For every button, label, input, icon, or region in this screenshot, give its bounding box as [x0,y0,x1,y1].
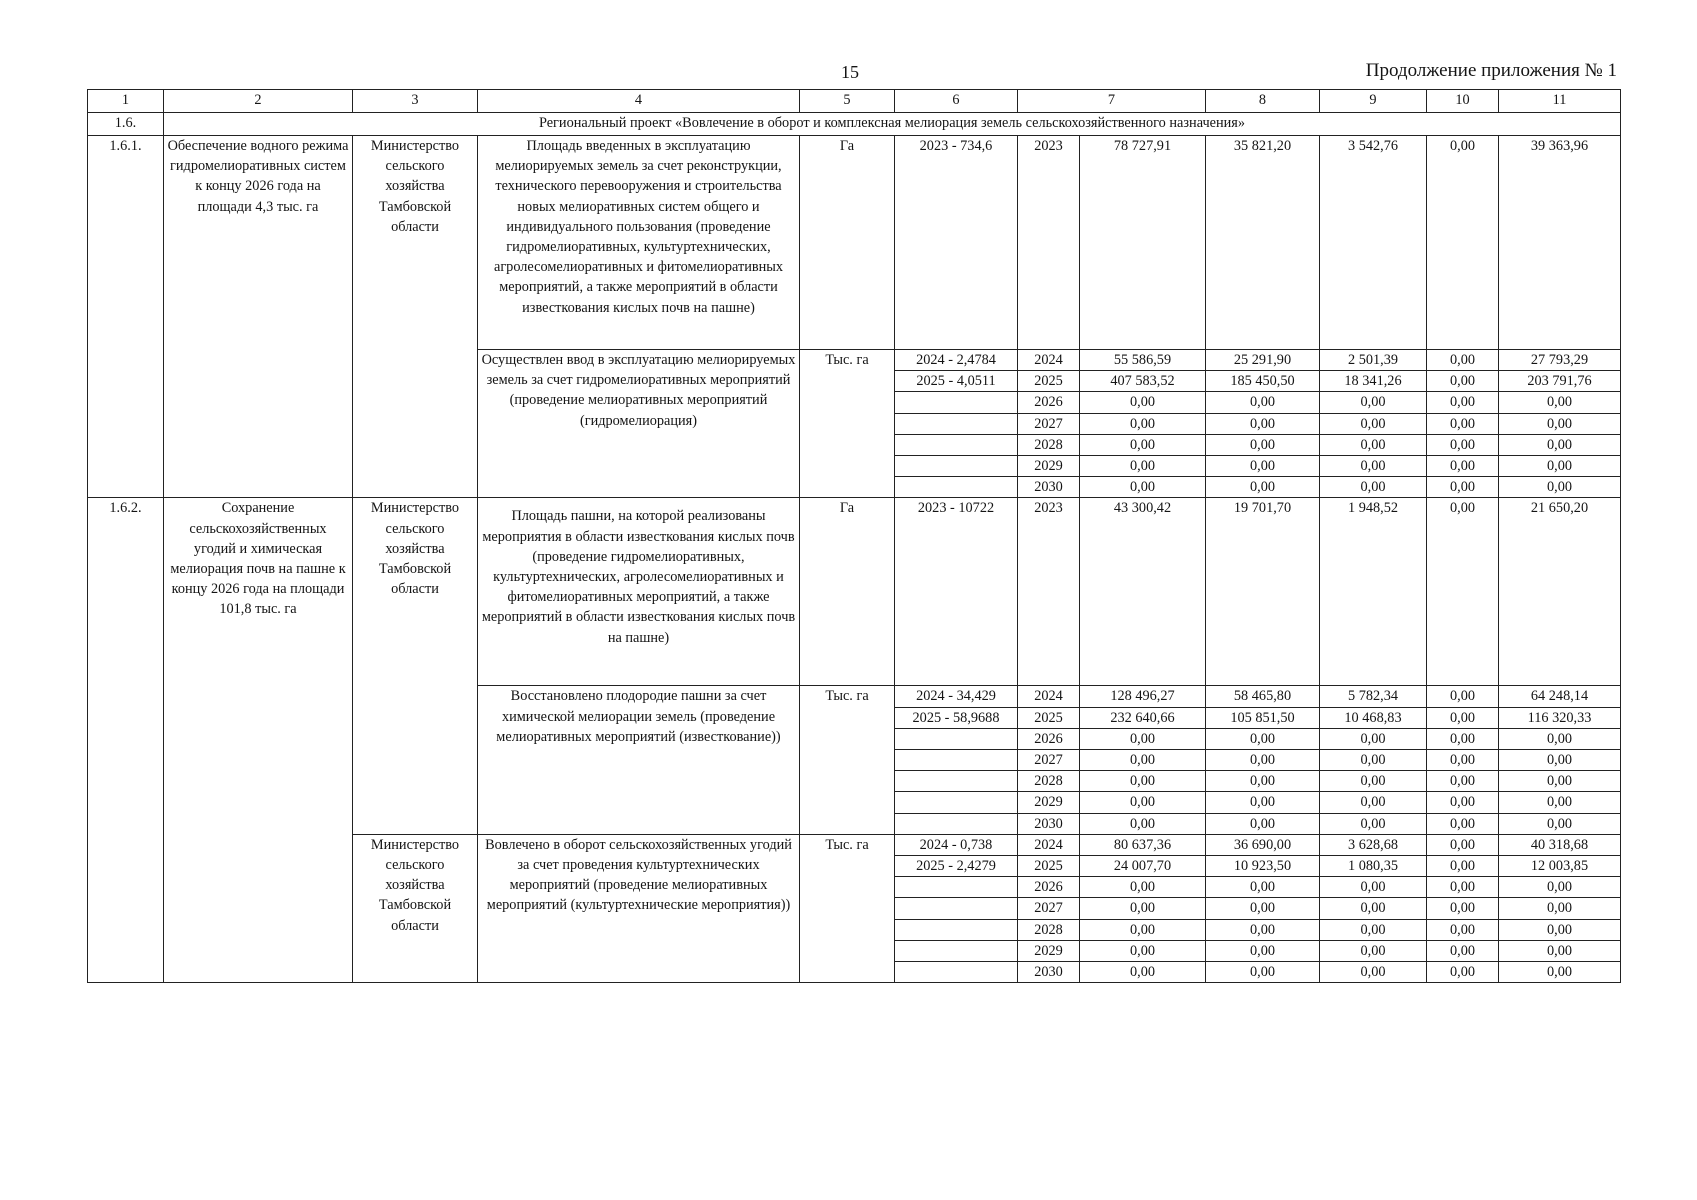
value-col7: 0,00 [1080,919,1206,940]
column-header: 3 [353,90,478,113]
item-code: 1.6.1. [88,136,164,498]
value-col7: 0,00 [1080,962,1206,983]
value-col9: 0,00 [1320,413,1427,434]
year-cell: 2030 [1018,962,1080,983]
year-cell: 2025 [1018,371,1080,392]
value-col9: 0,00 [1320,750,1427,771]
year-cell: 2024 [1018,686,1080,707]
value-col7: 0,00 [1080,877,1206,898]
indicator-unit: Га [800,498,895,686]
value-col11: 27 793,29 [1499,350,1621,371]
indicator-target [895,898,1018,919]
column-header: 11 [1499,90,1621,113]
column-header: 1 [88,90,164,113]
value-col8: 0,00 [1206,792,1320,813]
column-header: 6 [895,90,1018,113]
indicator-target: 2023 - 734,6 [895,136,1018,350]
indicator-target: 2024 - 0,738 [895,834,1018,855]
value-col9: 0,00 [1320,813,1427,834]
indicator-target: 2023 - 10722 [895,498,1018,686]
section-code: 1.6. [88,113,164,136]
value-col10: 0,00 [1427,456,1499,477]
value-col7: 0,00 [1080,728,1206,749]
value-col10: 0,00 [1427,940,1499,961]
value-col11: 0,00 [1499,813,1621,834]
value-col11: 0,00 [1499,434,1621,455]
value-col10: 0,00 [1427,686,1499,707]
year-cell: 2024 [1018,834,1080,855]
value-col7: 0,00 [1080,434,1206,455]
value-col7: 0,00 [1080,792,1206,813]
value-col8: 0,00 [1206,477,1320,498]
value-col8: 0,00 [1206,728,1320,749]
indicator-target [895,962,1018,983]
indicator-unit: Тыс. га [800,350,895,498]
year-cell: 2029 [1018,456,1080,477]
value-col7: 80 637,36 [1080,834,1206,855]
value-col8: 19 701,70 [1206,498,1320,686]
value-col11: 0,00 [1499,898,1621,919]
value-col10: 0,00 [1427,834,1499,855]
value-col9: 0,00 [1320,728,1427,749]
indicator-description: Осуществлен ввод в эксплуатацию мелиорируемых земель за счет гидромелиоративных мероприятий (проведение мелиоративных мероприятий (гидромелиорация) [478,350,800,498]
value-col9: 0,00 [1320,898,1427,919]
value-col7: 0,00 [1080,750,1206,771]
value-col7: 0,00 [1080,771,1206,792]
value-col9: 0,00 [1320,392,1427,413]
value-col9: 0,00 [1320,456,1427,477]
item-code: 1.6.2. [88,498,164,983]
value-col10: 0,00 [1427,792,1499,813]
value-col8: 35 821,20 [1206,136,1320,350]
value-col8: 25 291,90 [1206,350,1320,371]
indicator-target [895,456,1018,477]
indicator-target: 2024 - 2,4784 [895,350,1018,371]
item-name: Сохранение сельскохозяйственных угодий и химическая мелиорация почв на пашне к концу 2026 года на площади 101,8 тыс. га [164,498,353,983]
value-col8: 0,00 [1206,413,1320,434]
value-col8: 0,00 [1206,750,1320,771]
value-col9: 0,00 [1320,434,1427,455]
section-row [88,113,1621,136]
value-col8: 0,00 [1206,962,1320,983]
value-col10: 0,00 [1427,771,1499,792]
value-col8: 36 690,00 [1206,834,1320,855]
value-col9: 0,00 [1320,792,1427,813]
value-col9: 1 948,52 [1320,498,1427,686]
indicator-target [895,877,1018,898]
value-col9: 0,00 [1320,877,1427,898]
year-cell: 2028 [1018,771,1080,792]
year-cell: 2024 [1018,350,1080,371]
value-col11: 40 318,68 [1499,834,1621,855]
value-col11: 116 320,33 [1499,707,1621,728]
value-col9: 2 501,39 [1320,350,1427,371]
column-header: 5 [800,90,895,113]
value-col10: 0,00 [1427,434,1499,455]
value-col10: 0,00 [1427,350,1499,371]
value-col7: 0,00 [1080,477,1206,498]
value-col9: 0,00 [1320,919,1427,940]
year-cell: 2028 [1018,434,1080,455]
value-col11: 0,00 [1499,877,1621,898]
column-header: 9 [1320,90,1427,113]
indicator-target [895,792,1018,813]
column-header: 10 [1427,90,1499,113]
value-col11: 0,00 [1499,728,1621,749]
value-col9: 3 542,76 [1320,136,1427,350]
indicator-target [895,413,1018,434]
value-col9: 0,00 [1320,940,1427,961]
indicator-target: 2024 - 34,429 [895,686,1018,707]
year-cell: 2028 [1018,919,1080,940]
indicator-target [895,434,1018,455]
value-col10: 0,00 [1427,728,1499,749]
value-col7: 128 496,27 [1080,686,1206,707]
value-col9: 0,00 [1320,771,1427,792]
value-col8: 0,00 [1206,813,1320,834]
value-col8: 0,00 [1206,919,1320,940]
year-cell: 2027 [1018,898,1080,919]
header-row [88,90,1621,113]
year-cell: 2029 [1018,792,1080,813]
table-row [88,136,1621,350]
value-col10: 0,00 [1427,707,1499,728]
value-col11: 0,00 [1499,477,1621,498]
indicator-target: 2025 - 4,0511 [895,371,1018,392]
value-col10: 0,00 [1427,856,1499,877]
year-cell: 2030 [1018,813,1080,834]
column-header: 8 [1206,90,1320,113]
value-col11: 64 248,14 [1499,686,1621,707]
value-col8: 58 465,80 [1206,686,1320,707]
year-cell: 2027 [1018,750,1080,771]
budget-table [87,89,1621,983]
value-col8: 0,00 [1206,456,1320,477]
value-col11: 0,00 [1499,750,1621,771]
value-col9: 5 782,34 [1320,686,1427,707]
section-title: Региональный проект «Вовлечение в оборот и комплексная мелиорация земель сельскохозяйственного назначения» [164,113,1621,136]
value-col9: 1 080,35 [1320,856,1427,877]
value-col10: 0,00 [1427,919,1499,940]
value-col10: 0,00 [1427,413,1499,434]
table-row [88,498,1621,686]
value-col11: 0,00 [1499,792,1621,813]
value-col9: 3 628,68 [1320,834,1427,855]
year-cell: 2026 [1018,877,1080,898]
year-cell: 2025 [1018,707,1080,728]
year-cell: 2027 [1018,413,1080,434]
value-col7: 407 583,52 [1080,371,1206,392]
value-col11: 0,00 [1499,771,1621,792]
indicator-description: Вовлечено в оборот сельскохозяйственных угодий за счет проведения культуртехнических мероприятий (проведение мелиоративных мероприятий (культуртехнические мероприятия)) [478,834,800,982]
value-col10: 0,00 [1427,136,1499,350]
item-name: Обеспечение водного режима гидромелиоративных систем к концу 2026 года на площади 4,3 тыс. га [164,136,353,498]
value-col10: 0,00 [1427,392,1499,413]
value-col10: 0,00 [1427,962,1499,983]
page-number: 15 [841,62,859,82]
item-executor: Министерство сельского хозяйства Тамбовской области [353,498,478,834]
value-col7: 24 007,70 [1080,856,1206,877]
column-header: 7 [1018,90,1206,113]
value-col9: 0,00 [1320,477,1427,498]
value-col8: 0,00 [1206,771,1320,792]
item-executor: Министерство сельского хозяйства Тамбовской области [353,834,478,982]
value-col10: 0,00 [1427,371,1499,392]
indicator-description: Площадь введенных в эксплуатацию мелиорируемых земель за счет реконструкции, технического перевооружения и строительства новых мелиоративных систем общего и индивидуального пользования (проведение гидромелиоративных, культуртехнических, агролесомелиоративных и фитомелиоративных мероприятий, а также мероприятий в области известкования кислых почв на пашне) [478,136,800,350]
year-cell: 2026 [1018,392,1080,413]
value-col11: 0,00 [1499,456,1621,477]
value-col9: 10 468,83 [1320,707,1427,728]
indicator-target [895,477,1018,498]
value-col11: 0,00 [1499,392,1621,413]
value-col10: 0,00 [1427,498,1499,686]
indicator-unit: Тыс. га [800,686,895,834]
year-cell: 2026 [1018,728,1080,749]
indicator-target [895,392,1018,413]
value-col11: 0,00 [1499,962,1621,983]
column-header: 2 [164,90,353,113]
year-cell: 2025 [1018,856,1080,877]
value-col7: 78 727,91 [1080,136,1206,350]
indicator-unit: Га [800,136,895,350]
indicator-target: 2025 - 58,9688 [895,707,1018,728]
value-col7: 55 586,59 [1080,350,1206,371]
value-col8: 0,00 [1206,877,1320,898]
value-col8: 10 923,50 [1206,856,1320,877]
value-col8: 105 851,50 [1206,707,1320,728]
indicator-target [895,919,1018,940]
value-col10: 0,00 [1427,477,1499,498]
item-executor: Министерство сельского хозяйства Тамбовской области [353,136,478,498]
value-col8: 185 450,50 [1206,371,1320,392]
value-col9: 18 341,26 [1320,371,1427,392]
value-col8: 0,00 [1206,940,1320,961]
year-cell: 2023 [1018,498,1080,686]
indicator-description: Площадь пашни, на которой реализованы мероприятия в области известкования кислых почв (проведение гидромелиоративных, культуртехнических, агролесомелиоративных и фитомелиоративных мероприятий, а также мероприятий в области известкования кислых почв на пашне) [478,498,800,686]
indicator-target [895,813,1018,834]
value-col7: 0,00 [1080,392,1206,413]
indicator-target [895,750,1018,771]
value-col9: 0,00 [1320,962,1427,983]
value-col10: 0,00 [1427,877,1499,898]
value-col7: 0,00 [1080,413,1206,434]
value-col7: 0,00 [1080,456,1206,477]
value-col10: 0,00 [1427,813,1499,834]
value-col10: 0,00 [1427,750,1499,771]
value-col8: 0,00 [1206,434,1320,455]
value-col11: 0,00 [1499,919,1621,940]
indicator-target [895,728,1018,749]
indicator-target [895,940,1018,961]
indicator-target [895,771,1018,792]
value-col7: 43 300,42 [1080,498,1206,686]
year-cell: 2030 [1018,477,1080,498]
year-cell: 2029 [1018,940,1080,961]
column-header: 4 [478,90,800,113]
value-col10: 0,00 [1427,898,1499,919]
indicator-target: 2025 - 2,4279 [895,856,1018,877]
value-col11: 0,00 [1499,940,1621,961]
value-col7: 0,00 [1080,898,1206,919]
continuation-note: Продолжение приложения № 1 [1365,60,1617,81]
value-col7: 0,00 [1080,813,1206,834]
value-col11: 203 791,76 [1499,371,1621,392]
indicator-unit: Тыс. га [800,834,895,982]
value-col7: 232 640,66 [1080,707,1206,728]
year-cell: 2023 [1018,136,1080,350]
value-col11: 0,00 [1499,413,1621,434]
value-col7: 0,00 [1080,940,1206,961]
value-col8: 0,00 [1206,898,1320,919]
value-col11: 12 003,85 [1499,856,1621,877]
value-col11: 39 363,96 [1499,136,1621,350]
value-col11: 21 650,20 [1499,498,1621,686]
indicator-description: Восстановлено плодородие пашни за счет химической мелиорации земель (проведение мелиоративных мероприятий (известкование)) [478,686,800,834]
value-col8: 0,00 [1206,392,1320,413]
